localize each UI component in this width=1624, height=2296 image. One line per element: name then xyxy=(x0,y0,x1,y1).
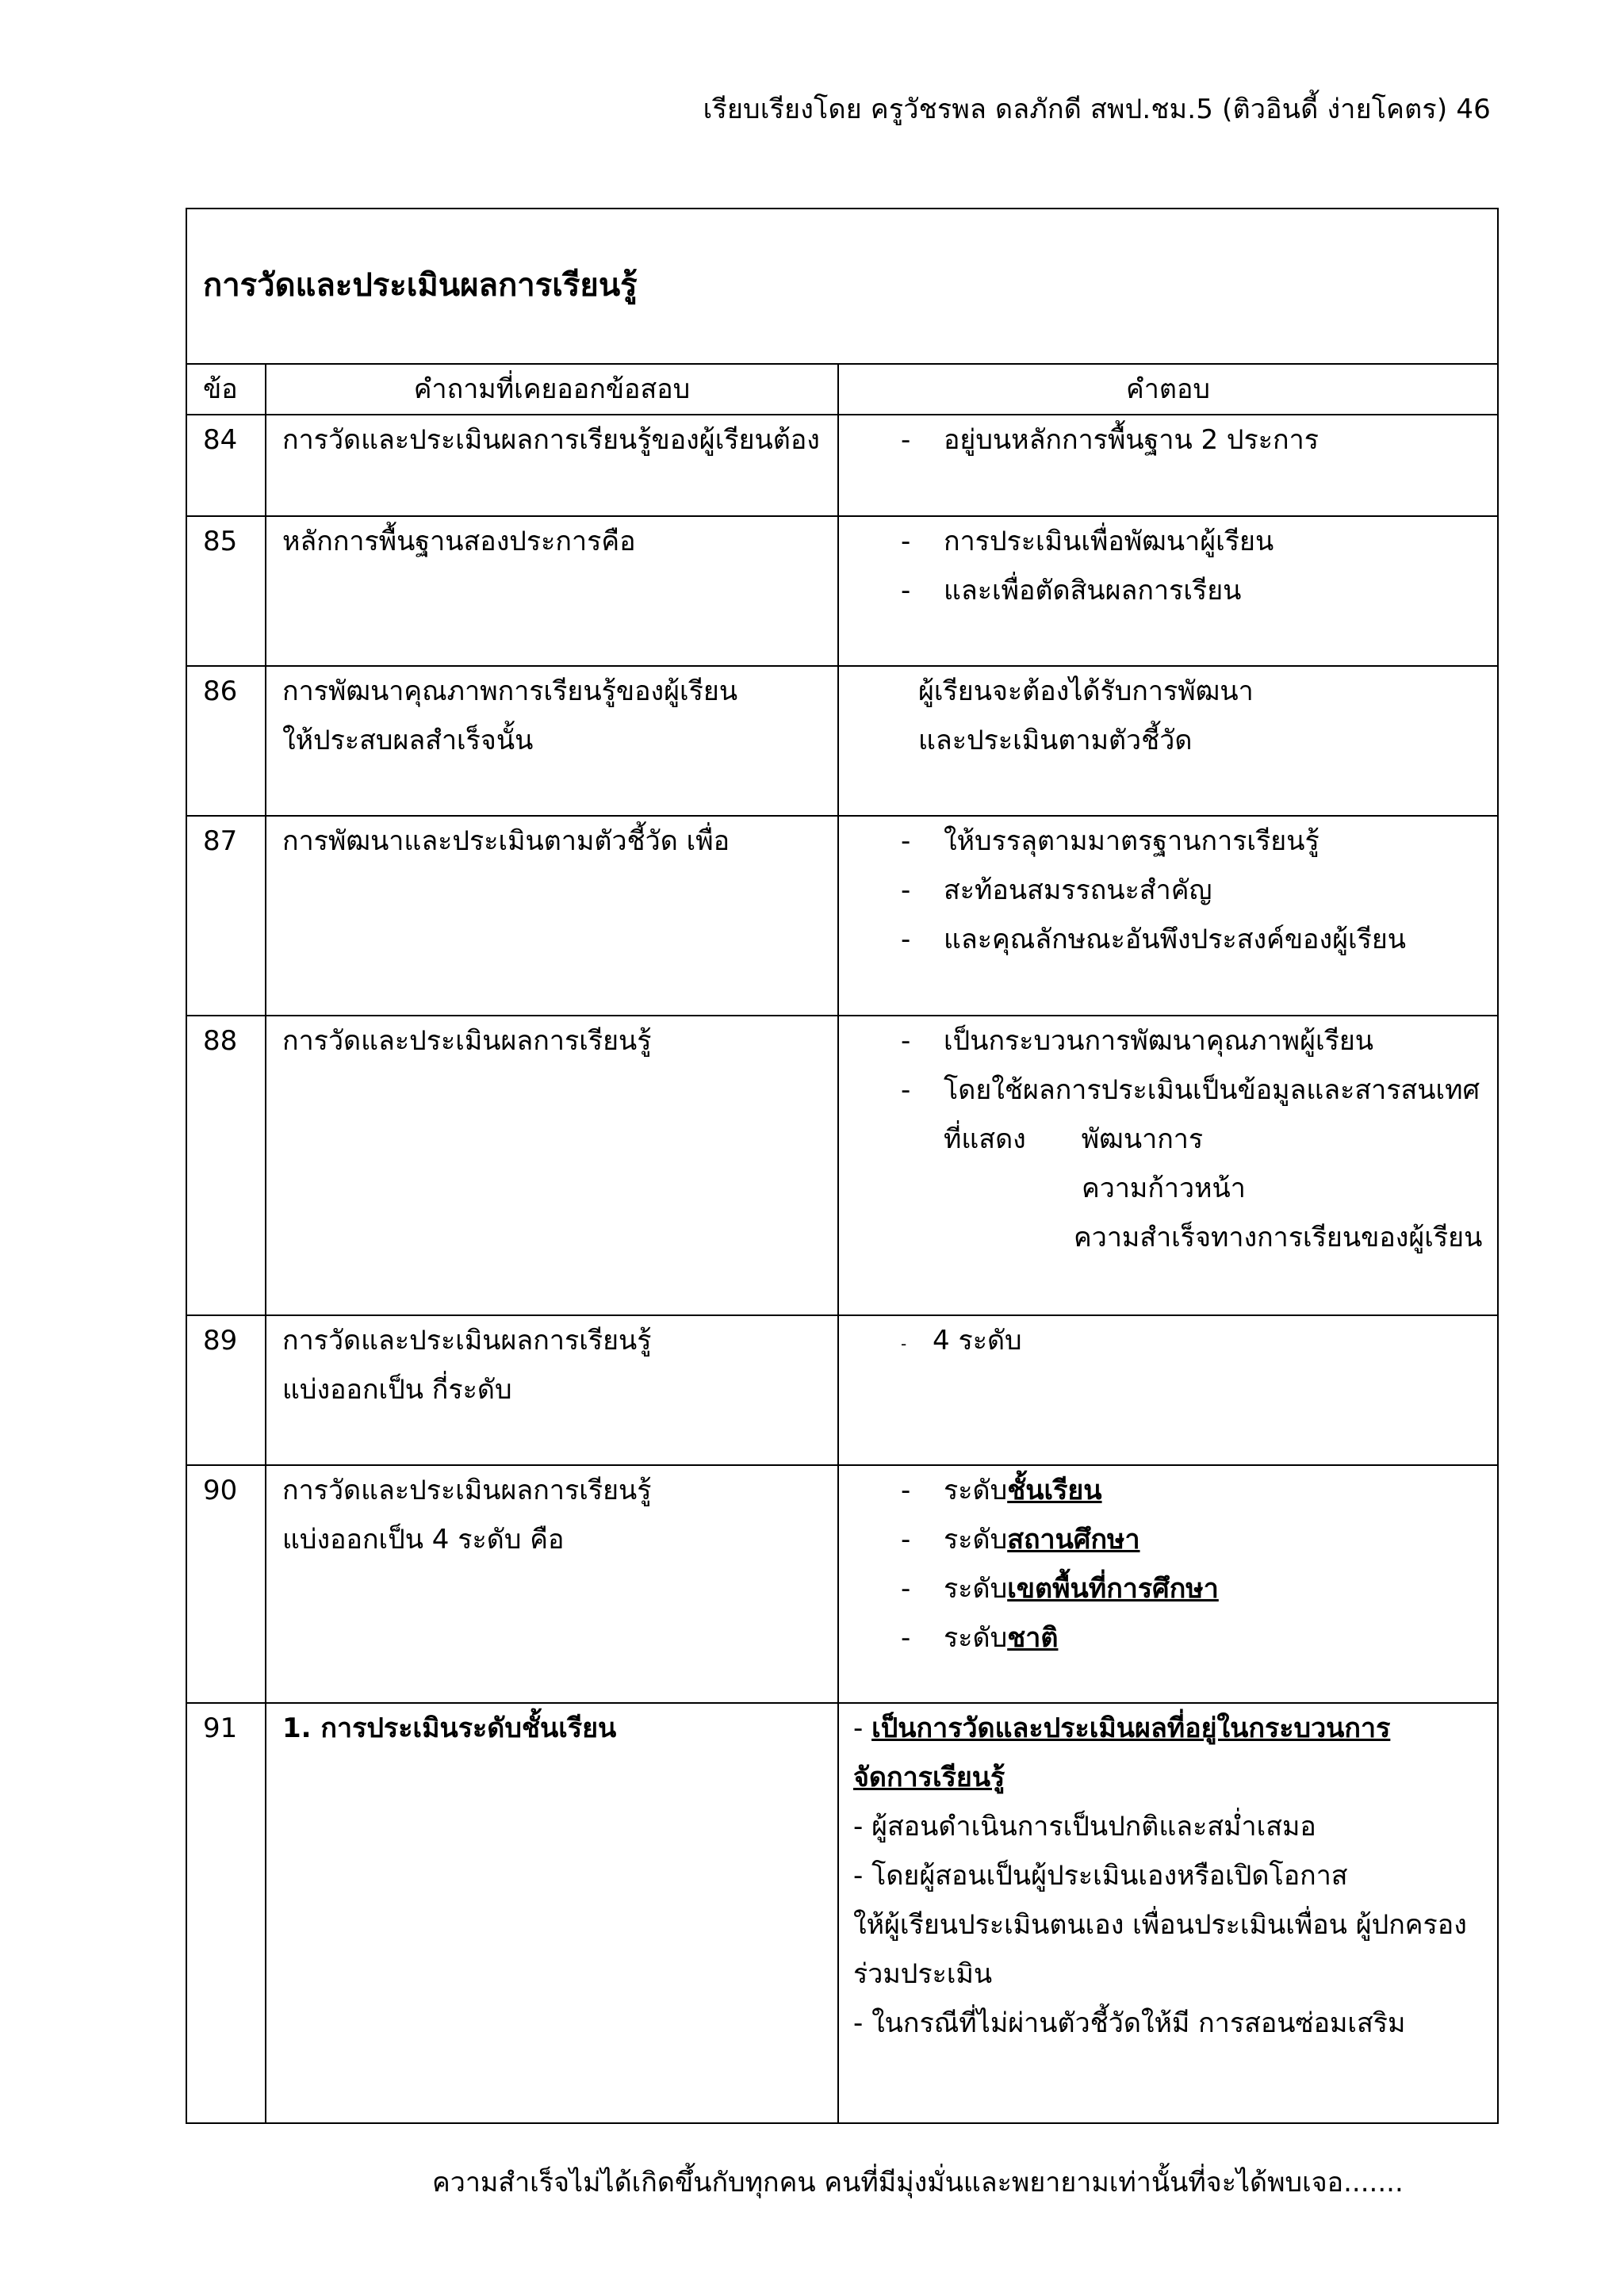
answer-line: - การประเมินเพื่อพัฒนาผู้เรียน xyxy=(901,526,1274,557)
table-row xyxy=(186,1703,1498,2123)
table-row xyxy=(186,1016,1498,1315)
answer-line: - เป็นการวัดและประเมินผลที่อยู่ในกระบวนการ xyxy=(853,1712,1391,1744)
table-row xyxy=(186,1465,1498,1703)
row-number: 88 xyxy=(186,1016,266,1315)
column-header-answer: คำตอบ xyxy=(838,364,1498,415)
question-text: การวัดและประเมินผลการเรียนรู้ xyxy=(282,1325,652,1357)
answer-line: - ระดับเขตพื้นที่การศึกษา xyxy=(901,1573,1219,1605)
question-text: การวัดและประเมินผลการเรียนรู้ของผู้เรียนต้อง xyxy=(282,424,820,456)
table-header-row xyxy=(186,364,1498,415)
question-text: การพัฒนาและประเมินตามตัวชี้วัด เพื่อ xyxy=(282,825,730,857)
question-text: 1. การประเมินระดับชั้นเรียน xyxy=(282,1712,617,1744)
row-number: 85 xyxy=(186,516,266,666)
row-number: 90 xyxy=(186,1465,266,1703)
page-footer: ความสำเร็จไม่ได้เกิดขึ้นกับทุกคน คนที่มีมุ่งมั่นและพยายามเท่านั้นที่จะได้พบเจอ....... xyxy=(432,2167,1404,2198)
answer-line: - และคุณลักษณะอันพึงประสงค์ของผู้เรียน xyxy=(901,924,1407,955)
answer-line: - โดยผู้สอนเป็นผู้ประเมินเองหรือเปิดโอกาส xyxy=(853,1860,1348,1892)
answer-line: - ในกรณีที่ไม่ผ่านตัวชี้วัดให้มี การสอนซ่อมเสริม xyxy=(853,2007,1406,2039)
row-number: 89 xyxy=(186,1315,266,1465)
answer-line: ความก้าวหน้า xyxy=(1082,1173,1246,1204)
row-number: 87 xyxy=(186,816,266,1016)
answer-line: - สะท้อนสมรรถนะสำคัญ xyxy=(901,874,1212,906)
answer-line: ผู้เรียนจะต้องได้รับการพัฒนา xyxy=(918,675,1254,707)
question-text: แบ่งออกเป็น กี่ระดับ xyxy=(282,1374,512,1406)
row-number: 86 xyxy=(186,666,266,816)
question-text: หลักการพื้นฐานสองประการคือ xyxy=(282,526,636,557)
column-header-no: ข้อ xyxy=(186,364,266,415)
question-text: การพัฒนาคุณภาพการเรียนรู้ของผู้เรียน xyxy=(282,675,738,707)
row-number: 84 xyxy=(186,415,266,516)
table-row xyxy=(186,415,1498,516)
answer-line: - ระดับชั้นเรียน xyxy=(901,1475,1102,1506)
answer-line: - อยู่บนหลักการพื้นฐาน 2 ประการ xyxy=(901,424,1319,456)
row-number: 91 xyxy=(186,1703,266,2123)
answer-line: - ระดับชาติ xyxy=(901,1622,1059,1654)
question-text: ให้ประสบผลสำเร็จนั้น xyxy=(282,725,534,756)
question-text: การวัดและประเมินผลการเรียนรู้ xyxy=(282,1025,652,1057)
answer-line: ที่แสดง พัฒนาการ xyxy=(944,1123,1204,1155)
answer-line: - และเพื่อตัดสินผลการเรียน xyxy=(901,575,1242,607)
section-title-cell xyxy=(186,209,1498,364)
answer-line: ร่วมประเมิน xyxy=(853,1958,993,1990)
table-row xyxy=(186,666,1498,816)
answer-line: และประเมินตามตัวชี้วัด xyxy=(918,725,1193,756)
answer-line: - ให้บรรลุตามมาตรฐานการเรียนรู้ xyxy=(901,825,1320,857)
answer-line: - ระดับสถานศึกษา xyxy=(901,1524,1140,1556)
table-row xyxy=(186,1315,1498,1465)
page-header: เรียบเรียงโดย ครูวัชรพล ดลภักดี สพป.ชม.5 (ติวอินดี้ ง่ายโคตร) 46 xyxy=(703,94,1491,125)
answer-line: - โดยใช้ผลการประเมินเป็นข้อมูลและสารสนเทศ xyxy=(901,1074,1480,1106)
column-header-question: คำถามที่เคยออกข้อสอบ xyxy=(266,364,838,415)
answer-line: จัดการเรียนรู้ xyxy=(853,1762,1005,1793)
table-row xyxy=(186,516,1498,666)
answer-line: ความสำเร็จทางการเรียนของผู้เรียน xyxy=(1074,1222,1483,1253)
question-text: การวัดและประเมินผลการเรียนรู้ xyxy=(282,1475,652,1506)
section-title: การวัดและประเมินผลการเรียนรู้ xyxy=(203,266,638,304)
question-text: แบ่งออกเป็น 4 ระดับ คือ xyxy=(282,1524,565,1556)
answer-line: - ผู้สอนดำเนินการเป็นปกติและสม่ำเสมอ xyxy=(853,1811,1316,1843)
answer-line: - 4 ระดับ xyxy=(901,1325,1022,1357)
answer-line: ให้ผู้เรียนประเมินตนเอง เพื่อนประเมินเพื่อน ผู้ปกครอง xyxy=(853,1909,1467,1941)
answer-line: - เป็นกระบวนการพัฒนาคุณภาพผู้เรียน xyxy=(901,1025,1374,1057)
table-row xyxy=(186,816,1498,1016)
qa-table xyxy=(186,208,1499,2124)
